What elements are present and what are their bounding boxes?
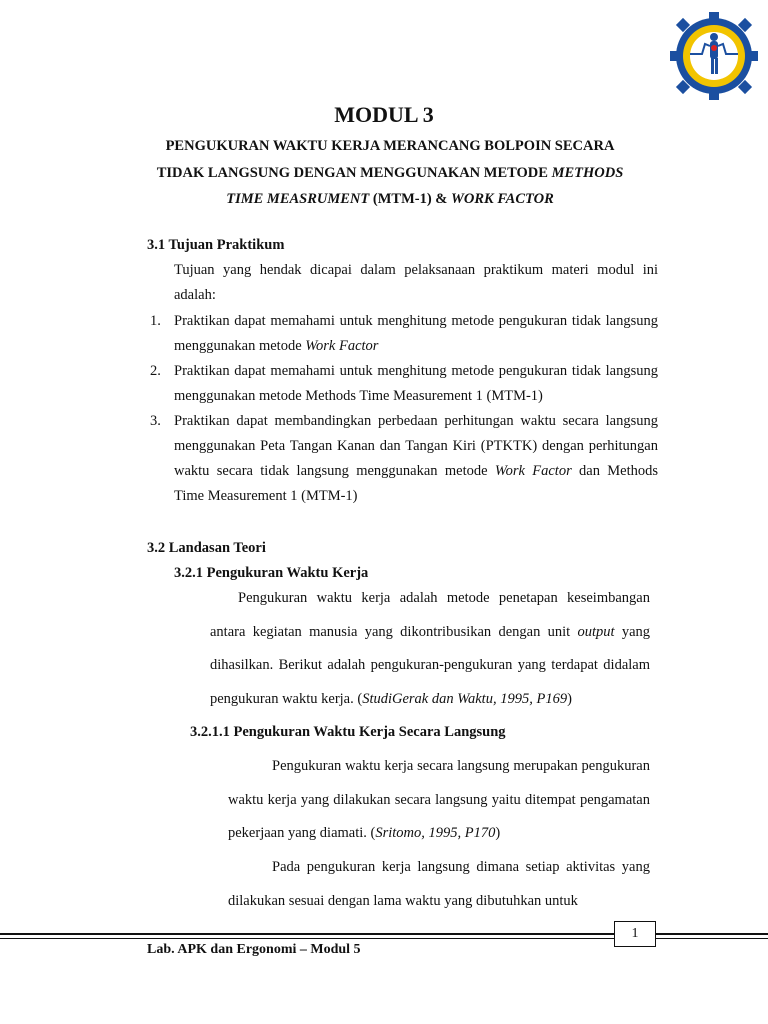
- list-item: Praktikan dapat memahami untuk menghitung metode pengukuran tidak langsung menggunakan metode Methods Time Measurement 1 (MTM-1): [174, 363, 658, 404]
- list-item: Praktikan dapat membandingkan perbedaan perhitungan waktu secara langsung menggunakan Peta Tangan Kanan dan Tangan Kiri (PTKTK) dengan perhitungan waktu secara tidak langsung menggunakan metode Work Factor dan Methods Time Measurement 1 (MTM-1): [174, 413, 659, 504]
- paragraph-3-2-1-1-a: Pengukuran waktu kerja secara langsung merupakan pengukuran waktu kerja yang dilakukan secara langsung yaitu ditempat pengamatan pekerjaan yang diamati. (Sritomo, 1995, P170): [228, 758, 650, 841]
- section-heading-3-1: 3.1 Tujuan Praktikum: [147, 237, 285, 253]
- footer-text: Lab. APK dan Ergonomi – Modul 5: [147, 942, 361, 957]
- subtitle-line-1: PENGUKURAN WAKTU KERJA MERANCANG BOLPOIN SECARA: [165, 138, 615, 154]
- paragraph-3-2-1-1-b: Pada pengukuran kerja langsung dimana setiap aktivitas yang dilakukan sesuai dengan lama waktu yang dibutuhkan untuk: [228, 859, 650, 909]
- list-item-number: 1.: [150, 313, 161, 329]
- section-heading-3-2: 3.2 Landasan Teori: [147, 540, 266, 556]
- document-subtitle: [120, 133, 660, 213]
- lab-logo: [668, 10, 760, 102]
- subtitle-line-3: TIME MEASRUMENT (MTM-1) & WORK FACTOR: [226, 191, 554, 207]
- subsection-heading-3-2-1: 3.2.1 Pengukuran Waktu Kerja: [174, 565, 369, 581]
- list-item-number: 3.: [150, 413, 161, 429]
- page-number: 1: [614, 921, 656, 947]
- list-item-number: 2.: [150, 363, 161, 379]
- subsection-heading-3-2-1-1: 3.2.1.1 Pengukuran Waktu Kerja Secara Langsung: [190, 724, 506, 740]
- list-item: Praktikan dapat memahami untuk menghitung metode pengukuran tidak langsung menggunakan metode Work Factor: [174, 313, 658, 354]
- document-title: MODUL 3: [334, 102, 434, 127]
- section-3-1-intro: Tujuan yang hendak dicapai dalam pelaksanaan praktikum materi modul ini adalah:: [174, 262, 658, 303]
- subtitle-line-2: TIDAK LANGSUNG DENGAN MENGGUNAKAN METODE METHODS: [156, 164, 624, 181]
- paragraph-3-2-1: Pengukuran waktu kerja adalah metode penetapan keseimbangan antara kegiatan manusia yang dikontribusikan dengan unit output yang dihasilkan. Berikut adalah pengukuran-pengukuran yang terdapat didalam pengukuran waktu kerja. (StudiGerak dan Waktu, 1995, P169): [210, 590, 650, 707]
